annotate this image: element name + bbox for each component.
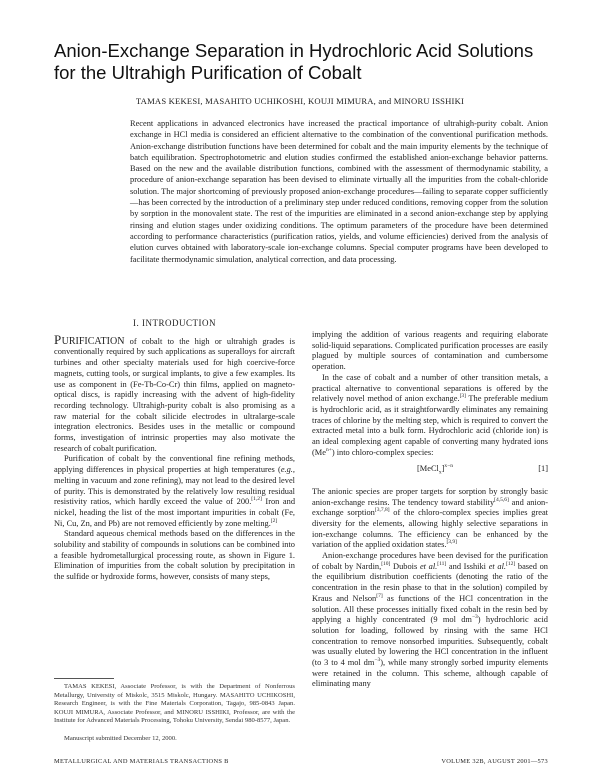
small-caps-lead: URIFICATION (61, 335, 125, 347)
intro-paragraph-2: Purification of cobalt by the conventional fine refining methods, applying differences in physical properties at high temperatures (e.g., melting in vacuum and zone refining), may not lead to the desired level of purity. This is demonstrated by the relatively low resulting residual resistivity ratios, which hardly exceed the value of 200.[1,2] Iron and nickel, heading the list of the most important impurities in cobalt (Fe, Ni, Cu, Zn, and Pb) are not removed efficiently by zone melting.[2] (54, 454, 296, 528)
citation: [4,5,6] (494, 496, 509, 503)
citation: [2] (270, 517, 278, 524)
author-affiliations-footnote: TAMAS KEKESI, Associate Professor, is with the Department of Nonferrous Metallurgy, University of Miskolc, 3515 Miskolc, Hungary. MASAHITO UCHIKOSHI, Research Engineer, is with the Fine Materials Corporation, Tagajo, 985-0843 Japan. KOUJI MIMURA, Associate Professor, and MINORU ISSHIKI, Professor, are with the Institute for Advanced Materials Processing, Tohoku University, Sendai 980-8577, Japan. (54, 683, 295, 725)
intro-paragraph-4: implying the addition of various reagents and requiring elaborate solid-liquid separations. Complicated purification processes are easily plagued by multiple sources of contamination and cumbersome operation. (312, 330, 548, 372)
abstract: Recent applications in advanced electronics have increased the practical importance of ultrahigh-purity cobalt. Anion exchange in HCl media is considered an efficient alternative to the combination of the conventional purification methods. Anion-exchange distribution functions have been determined for cobalt and the main impurity elements by the technique of batch equilibration. Spectrophotometric and elution studies confirmed the established anion-exchange behavior patterns. Based on the new and the available distribution functions, combined with the assessment of thermodynamic stability, a procedure of anion-exchange separation has been devised to eliminate virtually all the impurities from the cobalt-chloride solution. The major shortcoming of previously proposed anion-exchange procedures—failing to separate copper sufficiently—has been corrected by the introduction of a preliminary step under reduced conditions, removing copper from the solution by sorption in the monovalent state. The rest of the impurities are eliminated in a second anion-exchange step by applying rinsing and elution stages under oxidizing conditions. The optimum parameters of the procedure have been determined according to performance characteristics (purification ratios, yields, and volume efficiencies) derived from the analysis of elution curves obtained with laboratory-scale ion-exchange columns. Special computer programs have been developed to facilitate thermodynamic simulation, analytical correction, and data processing. (130, 119, 548, 264)
citation: [3,9] (446, 539, 457, 546)
author-list: TAMAS KEKESI, MASAHITO UCHIKOSHI, KOUJI MIMURA, and MINORU ISSHIKI (135, 96, 465, 106)
drop-cap: P (54, 331, 62, 347)
manuscript-date: Manuscript submitted December 12, 2000. (64, 735, 177, 742)
equation-number: [1] (538, 464, 548, 474)
citation: [10] (381, 560, 391, 567)
citation: [1,2] (251, 496, 262, 503)
citation: [7] (376, 593, 383, 600)
intro-paragraph-3: Standard aqueous chemical methods based on the differences in the solubility and stability of compounds in solutions can be combined into a feasible hydrometallurgical processing route, as shown in Figure 1. Elimination of impurities from the cobalt solution by precipitation in the sulfide or hydroxide forms, however, consists of many steps, (54, 529, 295, 582)
left-column (54, 318, 295, 583)
section-heading: I. INTRODUCTION (133, 318, 216, 328)
citation: [3] (459, 393, 466, 400)
citation: [11] (437, 560, 447, 567)
intro-paragraph-5: In the case of cobalt and a number of other transition metals, a practical alternative to conventional separations is offered by the relatively novel method of anion exchange.[3] The preferable medium is hydrochloric acid, as it straightforwardly eliminates any remaining traces of chlorine by the melting step, which is required to convert the extracted metal into a bulk form. Hydrochloric acid (chloride ion) is an ideal complexing agent capable of converting many hydrated ions $(Me^{n+})$ into chloro-complex species: (312, 372, 548, 457)
journal-footer: METALLURGICAL AND MATERIALS TRANSACTIONS B (54, 758, 229, 765)
intro-paragraph-6: The anionic species are proper targets for sorption by strongly basic anion-exchange resins. The tendency toward stability[4,5,6] and anion-exchange sorption[3,7,8] of the chloro-complex species implies great diversity for the elements, allowing highly selective separations in ion-exchange columns. The efficiency can be enhanced by the variation of the applied oxidation states.[3,9] (312, 486, 549, 550)
equation-expression: [MeCl$_x$]$^{x-n}$ (417, 463, 454, 477)
citation: [12] (506, 560, 516, 567)
intro-paragraph-1: PURIFICATION of cobalt to the high or ultrahigh grades is conventionally required by such applications as superalloys for aircraft turbines and other specialty materials used for high coercive-force magnets, cutting tools, or surgical implants, to give a few examples. Its use as component in (Fe-Tb-Co-Cr) thin films, applied on magneto-optical discs, is rapidly increasing with the advent of high-fidelity recording technology. Ultrahigh-purity cobalt is also promising as a raw material for the cobalt silicide electrodes in ultralarge-scale integration electronics. Besides uses in the metallic or compound forms, investigation of intrinsic properties may also motivate the research of cobalt purification. (54, 331, 295, 453)
equation-1 (312, 458, 548, 486)
article-title: Anion-Exchange Separation in Hydrochloric Acid Solutions for the Ultrahigh Purification of Cobalt (54, 40, 534, 83)
right-column (312, 330, 548, 690)
volume-page-footer: VOLUME 32B, AUGUST 2001—573 (441, 758, 548, 765)
citation: [3,7,8] (374, 507, 390, 514)
footnote-divider (54, 678, 114, 679)
intro-paragraph-7: Anion-exchange procedures have been devised for the purification of cobalt by Nardin,[10] Dubois et al.[11] and Isshiki et al.[12] based on the equilibrium distribution coefficients (denoting the ratio of the concentration in the resin phase to that in the solution) compiled by Kraus and Nelson[7] as functions of the HCl concentration in the solution. All these processes initially fixed cobalt in the resin bed by applying a highly concentrated (9 mol $dm^{-3}$) hydrochloric acid solution for loading, followed by rinsing with the same HCl concentration to remove nonsorbed impurities. Subsequently, cobalt was usually eluted by lowering the HCl concentration in the influent (to 3 to 4 mol $dm^{-3}$), while many strongly sorbed impurity elements were retained in the column. This scheme, although capable of eliminating many (312, 551, 548, 689)
